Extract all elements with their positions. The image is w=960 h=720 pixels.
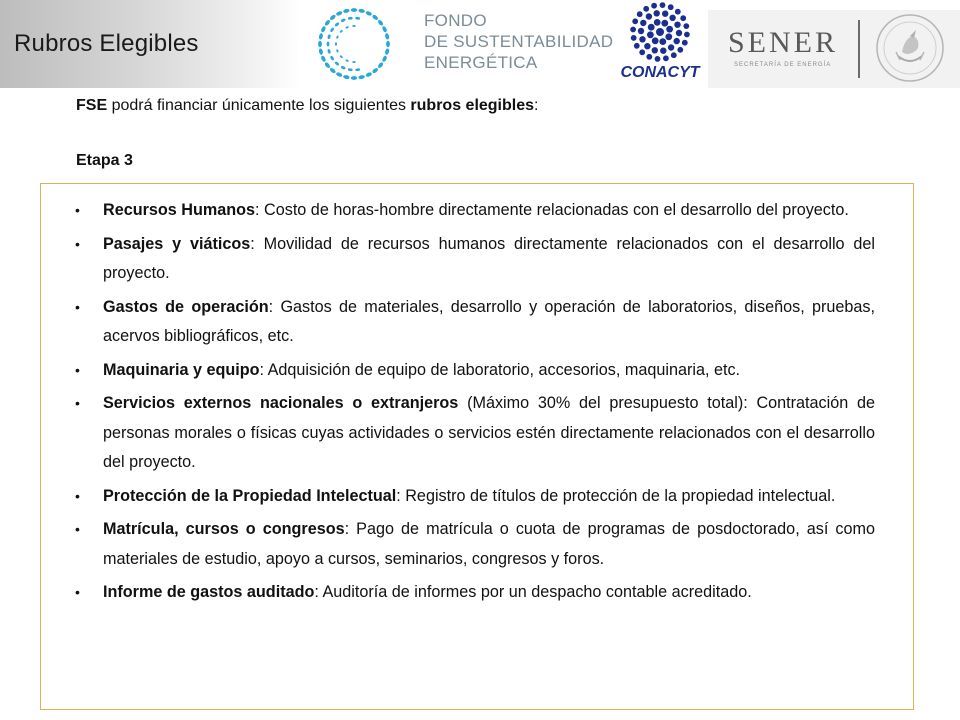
intro-text: podrá financiar únicamente los siguientes — [107, 97, 411, 114]
list-item — [75, 356, 875, 386]
rubro-name: Protección de la Propiedad Intelectual — [103, 486, 397, 505]
list-item — [75, 482, 875, 512]
intro-term: rubros elegibles — [410, 97, 535, 114]
sener-name: SENER — [728, 26, 839, 59]
sener-subtitle: SECRETARÍA DE ENERGÍA — [734, 62, 832, 68]
rubro-description: : Gastos de materiales, desarrollo y operación de laboratorios, diseños, pruebas, acervos bibliográficos, etc. — [103, 297, 875, 345]
fse-dots-circle-icon — [312, 4, 396, 84]
fse-line-1: FONDO — [424, 11, 487, 30]
rubro-description: : Movilidad de recursos humanos directamente relacionados con el desarrollo del proyecto. — [103, 234, 875, 282]
rubro-description: (Máximo 30% del presupuesto total): Contratación de personas morales o físicas cuyas actividades o servicios estén directamente relacionados con el desarrollo del proyecto. — [103, 394, 875, 471]
bullet-icon: • — [75, 487, 80, 504]
list-item — [75, 196, 875, 226]
fse-line-3: ENERGÉTICA — [424, 53, 538, 72]
rubro-name: Gastos de operación — [103, 297, 269, 316]
list-item — [75, 230, 875, 289]
bullet-icon: • — [75, 395, 80, 411]
rubro-name: Maquinaria y equipo — [103, 360, 260, 379]
intro-fse: FSE — [76, 97, 108, 114]
mexico-coat-of-arms-icon — [874, 12, 946, 84]
bullet-icon: • — [75, 202, 80, 218]
rubro-description: : Auditoría de informes por un despacho contable acreditado. — [314, 583, 752, 601]
rubros-box — [40, 183, 914, 710]
rubro-description: : Registro de títulos de protección de la propiedad intelectual. — [396, 486, 836, 505]
fse-logo-text — [424, 10, 613, 73]
bullet-icon: • — [75, 361, 80, 378]
list-item — [75, 293, 875, 352]
fse-line-2: DE SUSTENTABILIDAD — [424, 32, 614, 51]
bullet-icon: • — [75, 235, 80, 252]
rubro-name: Informe de gastos auditado — [103, 583, 315, 601]
list-item — [75, 515, 875, 574]
rubro-description: : Adquisición de equipo de laboratorio, accesorios, maquinaria, etc. — [259, 360, 741, 379]
stage-heading: Etapa 3 — [76, 152, 133, 169]
bullet-icon: • — [75, 521, 80, 537]
slide-header — [0, 0, 960, 88]
rubro-name: Servicios externos nacionales o extranjeros — [103, 394, 459, 412]
rubro-name: Recursos Humanos — [103, 201, 256, 219]
rubro-name: Pasajes y viáticos — [103, 234, 251, 253]
rubros-list — [75, 196, 875, 612]
bullet-icon: • — [75, 298, 80, 315]
list-item — [75, 389, 875, 478]
slide-title: Rubros Elegibles — [14, 30, 199, 57]
intro-sentence — [76, 97, 538, 115]
sener-divider — [858, 20, 860, 78]
rubro-name: Matrícula, cursos o congresos — [103, 520, 345, 538]
conacyt-label: CONACYT — [620, 64, 700, 81]
intro-colon: : — [534, 97, 539, 114]
rubro-description: : Costo de horas-hombre directamente relacionadas con el desarrollo del proyecto. — [255, 201, 849, 219]
conacyt-dots-icon — [612, 0, 708, 64]
bullet-icon: • — [75, 584, 80, 600]
list-item — [75, 578, 875, 608]
rubro-description: : Pago de matrícula o cuota de programas de posdoctorado, así como materiales de estudio, apoyo a cursos, seminarios, congresos y foros. — [103, 520, 876, 568]
